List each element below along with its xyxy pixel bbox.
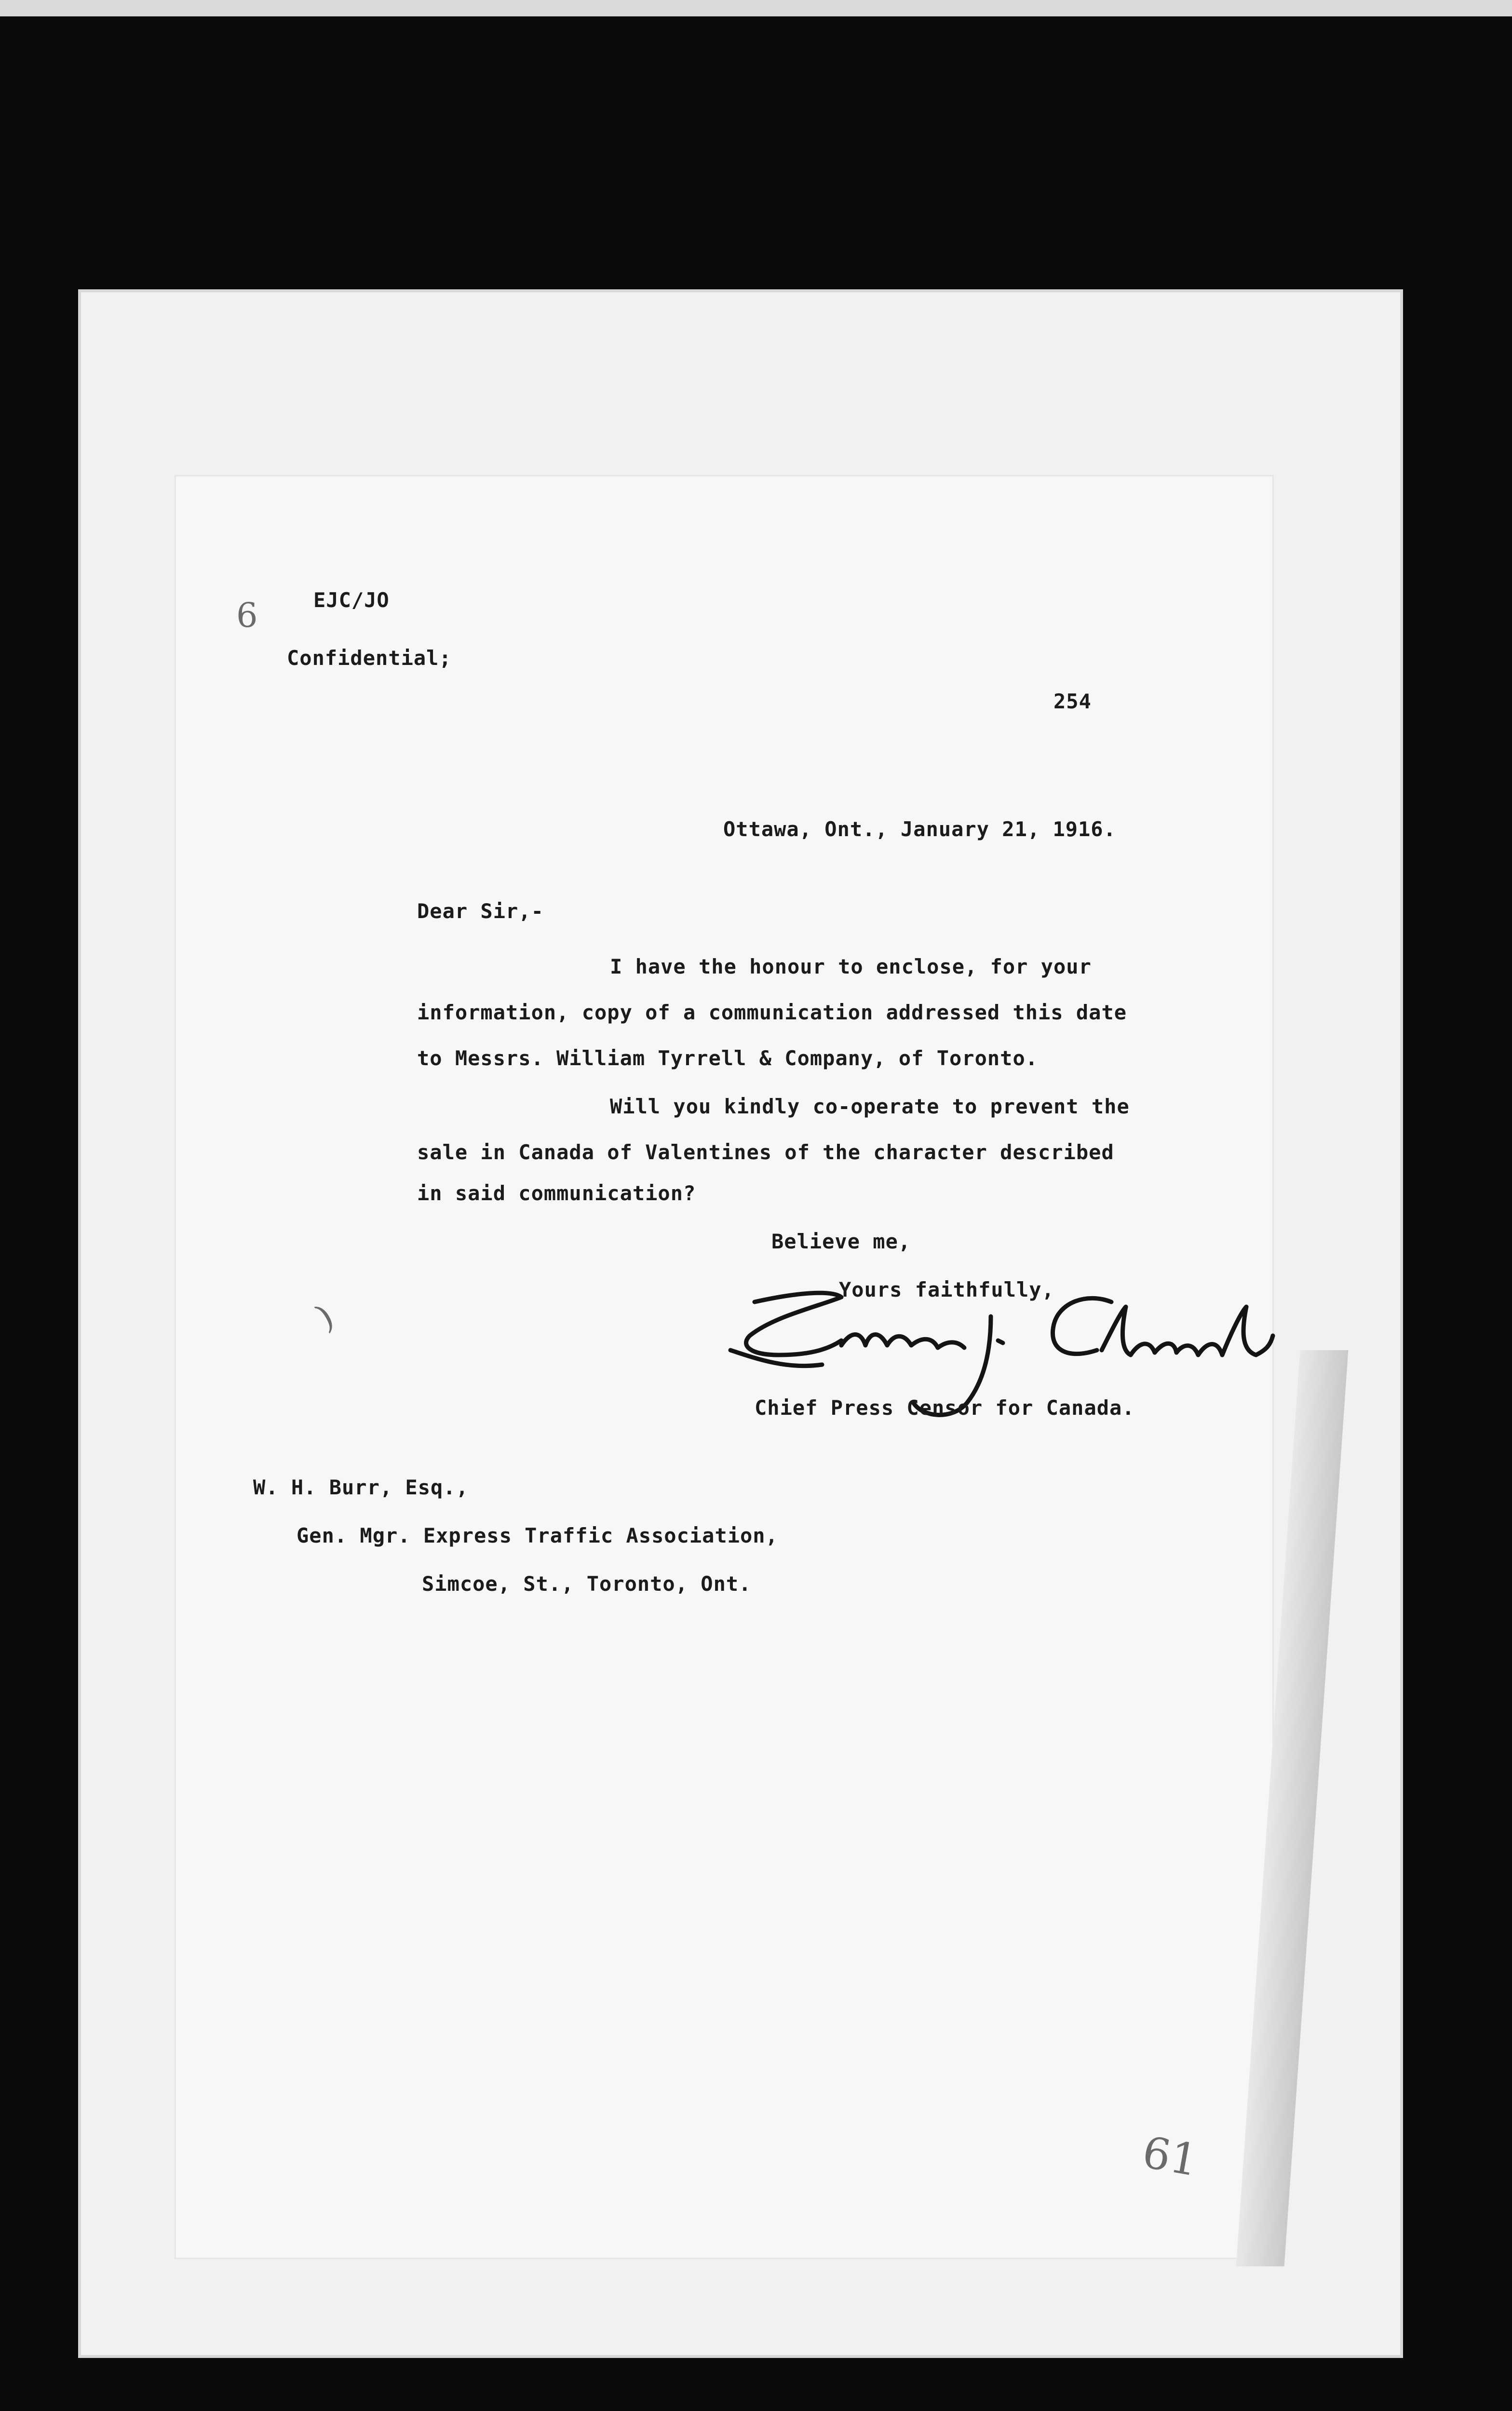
salutation: Dear Sir,- [417, 899, 544, 923]
classification-label: Confidential; [287, 646, 452, 670]
recipient-name: W. H. Burr, Esq., [253, 1476, 469, 1499]
body-line: information, copy of a communication addressed this date [417, 1001, 1127, 1024]
pencil-margin-mark: ) [309, 1296, 340, 1338]
body-line: Will you kindly co-operate to prevent the [610, 1095, 1130, 1118]
body-line: sale in Canada of Valentines of the character described [417, 1140, 1114, 1164]
file-number: 254 [1053, 690, 1092, 713]
pencil-corner-mark: 6 [236, 596, 258, 635]
recipient-position: Gen. Mgr. Express Traffic Association, [297, 1524, 778, 1547]
film-edge-top [0, 0, 1512, 16]
body-line: in said communication? [417, 1181, 696, 1205]
recipient-address: Simcoe, St., Toronto, Ont. [422, 1572, 752, 1596]
body-line: I have the honour to enclose, for your [610, 955, 1092, 978]
place-date-line: Ottawa, Ont., January 21, 1916. [723, 817, 1116, 841]
reference-initials: EJC/JO [313, 588, 390, 612]
closing-believe-me: Believe me, [771, 1230, 911, 1253]
body-line: to Messrs. William Tyrrell & Company, of Toronto. [417, 1046, 1039, 1070]
signatory-title: Chief Press Censor for Canada. [755, 1396, 1135, 1420]
closing-yours-faithfully: Yours faithfully, [839, 1278, 1054, 1301]
pencil-page-number: 61 [1138, 2127, 1202, 2187]
